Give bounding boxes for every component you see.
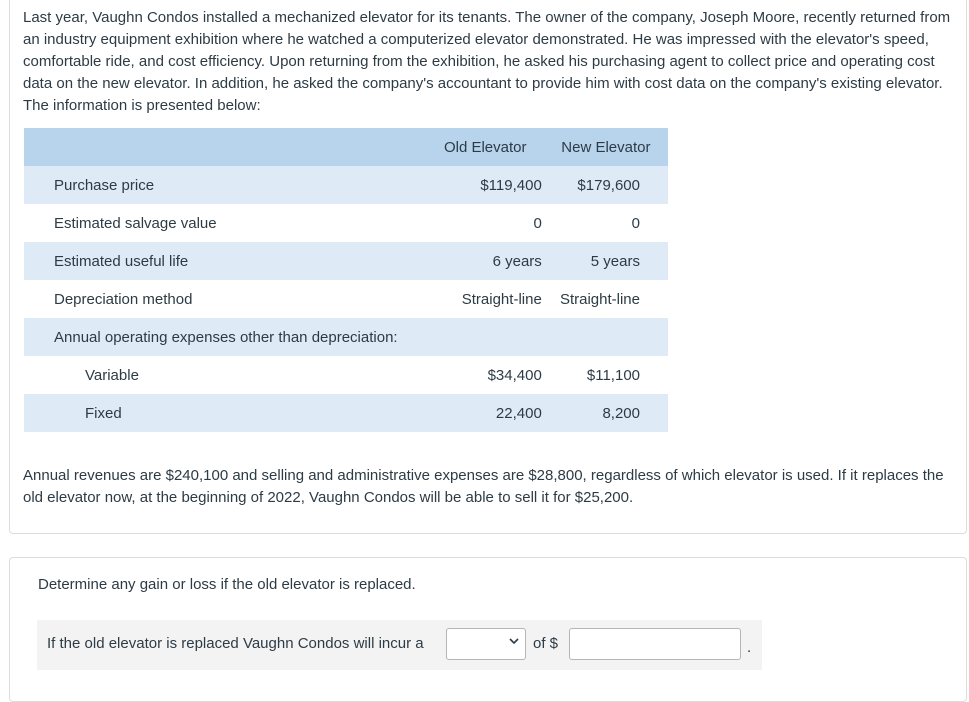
- table-row: [24, 356, 668, 394]
- new-value: [544, 318, 668, 356]
- row-label: Purchase price: [24, 166, 427, 204]
- table-row: [24, 318, 668, 356]
- old-value: Straight-line: [427, 280, 544, 318]
- answer-suffix: .: [747, 639, 752, 656]
- old-value: [427, 318, 544, 356]
- of-dollar-label: of $: [533, 635, 559, 652]
- header-label: [24, 128, 427, 166]
- old-value: 0: [427, 204, 544, 242]
- row-label: Annual operating expenses other than depreciation:: [24, 318, 427, 356]
- old-value: 6 years: [427, 242, 544, 280]
- revenue-paragraph: Annual revenues are $240,100 and selling and administrative expenses are $28,800, regardless of which elevator is used. If it replaces the old elevator now, at the beginning of 2022, Vaughn Condos will be able to sell it for $25,200.: [23, 467, 944, 506]
- row-label: Estimated salvage value: [24, 204, 427, 242]
- table-header-row: [24, 128, 668, 166]
- table-row: [24, 394, 668, 432]
- new-value: $11,100: [544, 356, 668, 394]
- new-value: 5 years: [544, 242, 668, 280]
- row-label: Variable: [24, 356, 427, 394]
- new-value: 0: [544, 204, 668, 242]
- answer-prefix: If the old elevator is replaced Vaughn Condos will incur a: [47, 635, 424, 652]
- chevron-down-icon: [509, 637, 519, 648]
- gain-loss-select[interactable]: [446, 628, 526, 660]
- table-row: [24, 166, 668, 204]
- problem-intro: Last year, Vaughn Condos installed a mechanized elevator for its tenants. The owner of the company, Joseph Moore, recently returned from an industry equipment exhibition where he watched a computerized elevator demonstrated. He was impressed with the elevator's speed, comfortable ride, and cost efficiency. Upon returning from the exhibition, he asked his purchasing agent to collect price and operating cost data on the new elevator. In addition, he asked the company's accountant to provide him with cost data on the company's existing elevator. The information is presented below:: [23, 9, 951, 114]
- question-text: Determine any gain or loss if the old elevator is replaced.: [38, 576, 416, 593]
- old-value: $119,400: [427, 166, 544, 204]
- table-row: [24, 204, 668, 242]
- row-label: Estimated useful life: [24, 242, 427, 280]
- row-label: Fixed: [24, 394, 427, 432]
- new-value: $179,600: [544, 166, 668, 204]
- new-value: 8,200: [544, 394, 668, 432]
- new-value: Straight-line: [544, 280, 668, 318]
- header-new-elevator: New Elevator: [544, 128, 668, 166]
- table-row: [24, 280, 668, 318]
- old-value: $34,400: [427, 356, 544, 394]
- header-old-elevator: Old Elevator: [427, 128, 544, 166]
- row-label: Depreciation method: [24, 280, 427, 318]
- elevator-data-table: [24, 128, 668, 432]
- amount-input[interactable]: [569, 628, 741, 660]
- old-value: 22,400: [427, 394, 544, 432]
- table-row: [24, 242, 668, 280]
